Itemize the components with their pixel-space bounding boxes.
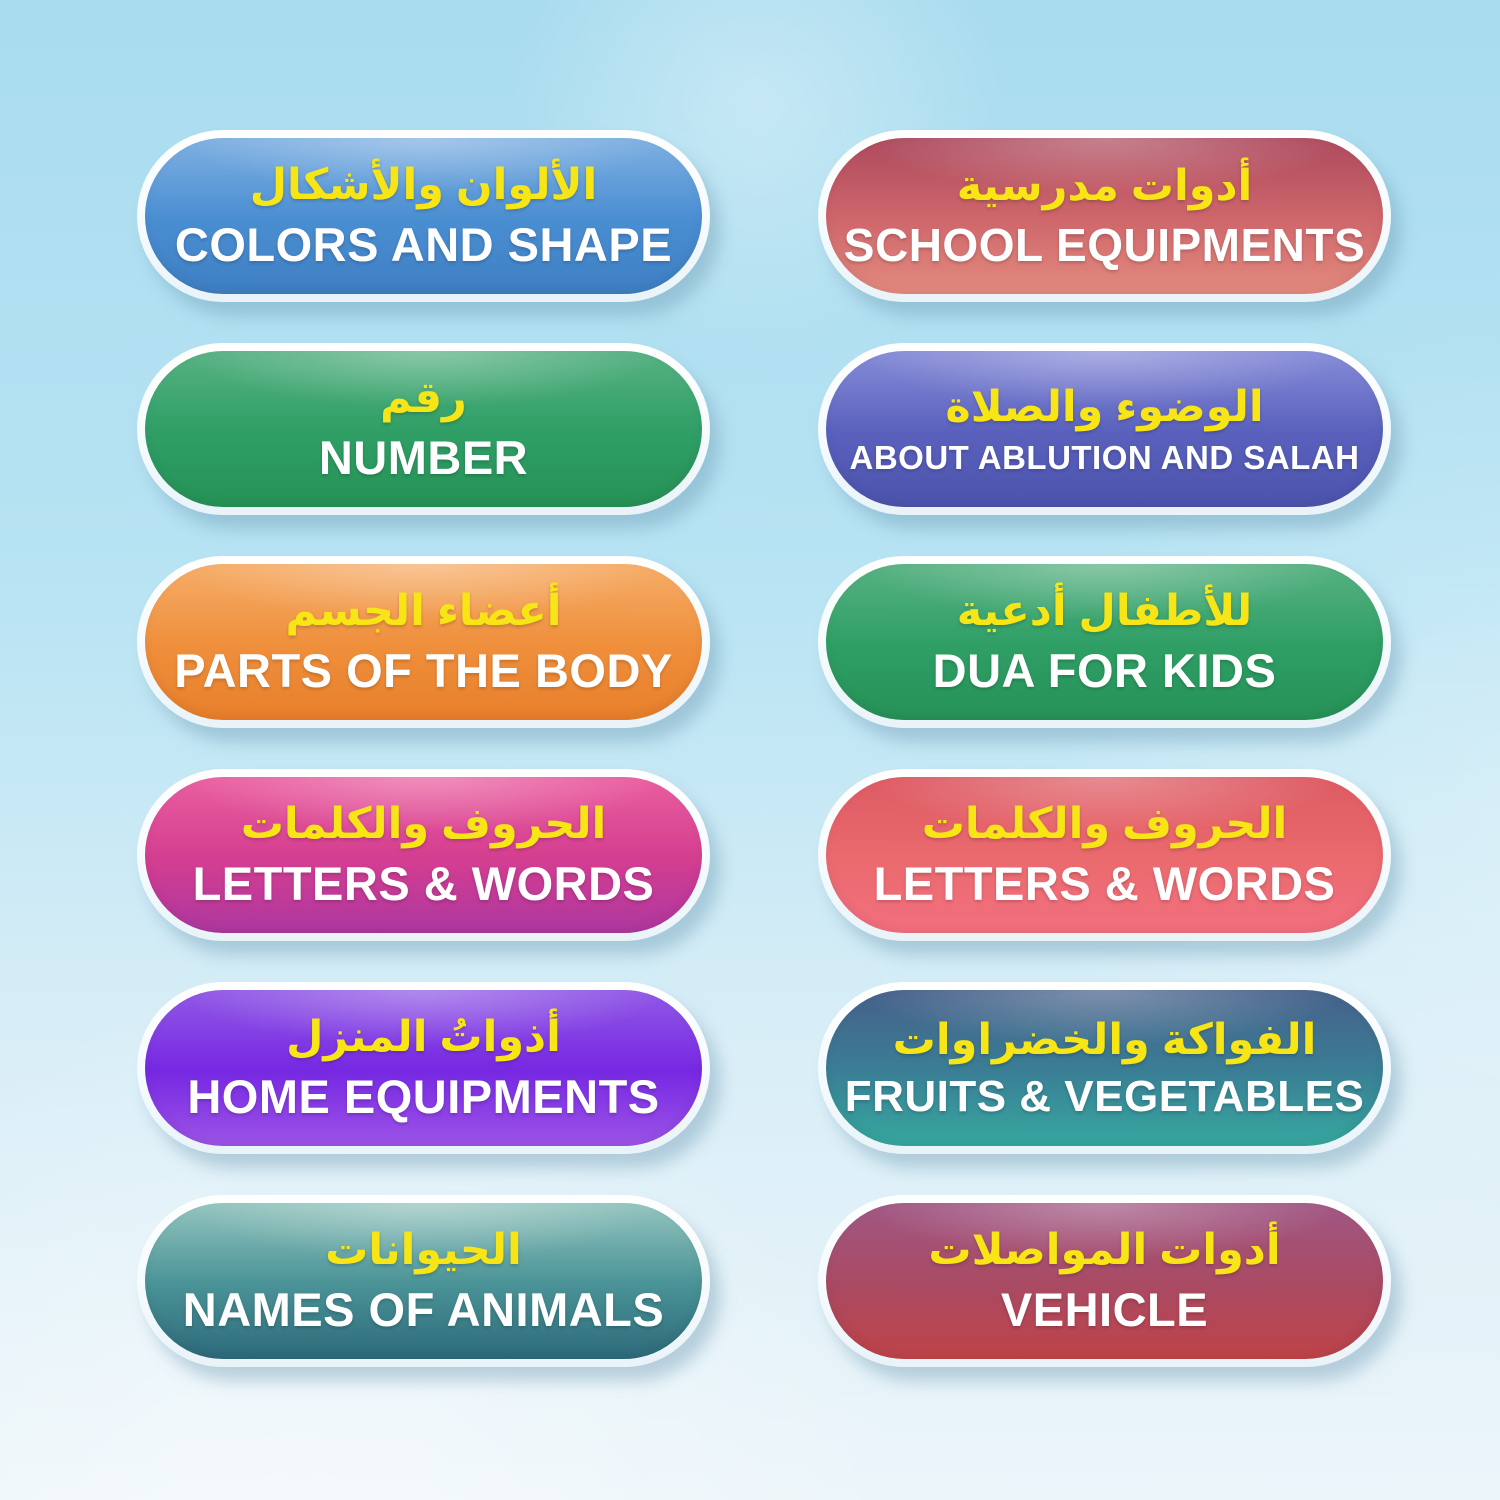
english-label: DUA FOR KIDS: [932, 644, 1277, 697]
english-label: VEHICLE: [1000, 1283, 1209, 1336]
english-label: LETTERS & WORDS: [192, 857, 655, 910]
button-face: [826, 351, 1383, 507]
english-label: NUMBER: [318, 431, 529, 484]
button-face: [145, 351, 702, 507]
category-button-dua-for-kids[interactable]: [818, 556, 1391, 728]
button-face: [145, 990, 702, 1146]
button-face: [826, 990, 1383, 1146]
button-face: [826, 1203, 1383, 1359]
button-face: [145, 777, 702, 933]
english-label: PARTS OF THE BODY: [174, 644, 673, 697]
button-face: [826, 564, 1383, 720]
english-label: LETTERS & WORDS: [873, 857, 1336, 910]
category-button-letters-words-right[interactable]: [818, 769, 1391, 941]
arabic-label: أدوات مدرسية: [956, 161, 1253, 210]
category-button-names-of-animals[interactable]: [137, 1195, 710, 1367]
category-button-home-equipments[interactable]: [137, 982, 710, 1154]
button-face: [145, 138, 702, 294]
arabic-label: الفواكة والخضراوات: [892, 1015, 1317, 1064]
button-face: [826, 138, 1383, 294]
button-face: [826, 777, 1383, 933]
category-button-school-equipments[interactable]: [818, 130, 1391, 302]
arabic-label: الحروف والكلمات: [240, 800, 607, 848]
arabic-label: الألوان والأشكال: [249, 161, 598, 209]
english-label: FRUITS & VEGETABLES: [844, 1071, 1365, 1121]
arabic-label: الحيوانات: [325, 1226, 522, 1274]
arabic-label: رقم: [380, 374, 467, 422]
category-button-parts-of-the-body[interactable]: [137, 556, 710, 728]
arabic-label: للأطفال أدعية: [956, 587, 1253, 635]
category-button-letters-words-left[interactable]: [137, 769, 710, 941]
category-button-ablution-and-salah[interactable]: [818, 343, 1391, 515]
arabic-label: أذواتُ المنزل: [286, 1013, 561, 1061]
arabic-label: أدوات المواصلات: [928, 1226, 1281, 1274]
english-label: ABOUT ABLUTION AND SALAH: [849, 438, 1360, 476]
category-button-fruits-vegetables[interactable]: [818, 982, 1391, 1154]
category-button-number[interactable]: [137, 343, 710, 515]
arabic-label: أعضاء الجسم: [285, 587, 562, 635]
english-label: SCHOOL EQUIPMENTS: [843, 218, 1366, 271]
arabic-label: الوضوء والصلاة: [945, 382, 1264, 431]
button-face: [145, 564, 702, 720]
english-label: HOME EQUIPMENTS: [187, 1070, 660, 1123]
button-face: [145, 1203, 702, 1359]
arabic-label: الحروف والكلمات: [921, 800, 1288, 848]
category-button-grid: [137, 130, 1391, 1367]
category-button-vehicle[interactable]: [818, 1195, 1391, 1367]
english-label: COLORS AND SHAPE: [174, 218, 673, 271]
category-button-colors-and-shapes[interactable]: [137, 130, 710, 302]
english-label: NAMES OF ANIMALS: [182, 1283, 665, 1336]
